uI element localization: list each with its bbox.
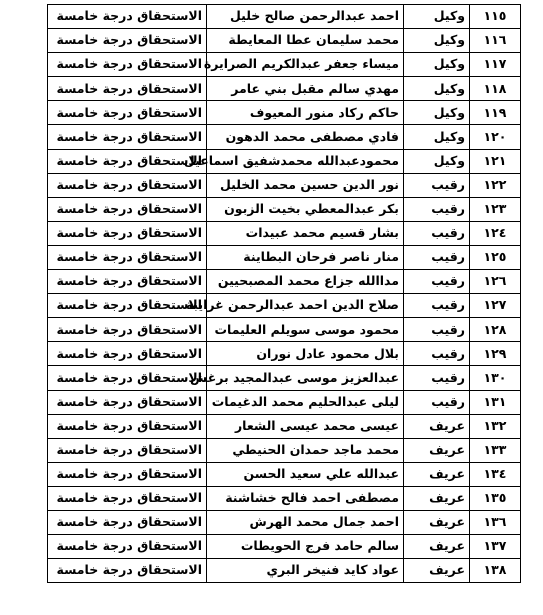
serial-number-cell: ١٢١ [470, 149, 521, 173]
name-cell: سالم حامد فرج الحويطات [207, 535, 404, 559]
rank-cell: وكيل [404, 149, 470, 173]
rank-cell: وكيل [404, 29, 470, 53]
table-row [48, 270, 521, 294]
name-cell: عبدالعزيز موسى عبدالمجيد برغش [207, 366, 404, 390]
status-cell: الاستحقاق درجة خامسة [48, 101, 207, 125]
name-cell: مهدي سالم مقبل بني عامر [207, 77, 404, 101]
name-cell: محمودعبدالله محمدشفيق اسماعيل [207, 149, 404, 173]
status-cell: الاستحقاق درجة خامسة [48, 366, 207, 390]
name-cell: عيسى محمد عيسى الشعار [207, 414, 404, 438]
table-row [48, 221, 521, 245]
table-row [48, 294, 521, 318]
serial-number-cell: ١١٥ [470, 5, 521, 29]
rank-cell: رقيب [404, 270, 470, 294]
table-row [48, 125, 521, 149]
table-row [48, 559, 521, 583]
serial-number-cell: ١٢٤ [470, 221, 521, 245]
rank-cell: وكيل [404, 53, 470, 77]
serial-number-cell: ١١٦ [470, 29, 521, 53]
table-row [48, 390, 521, 414]
status-cell: الاستحقاق درجة خامسة [48, 318, 207, 342]
name-cell: فادي مصطفى محمد الدهون [207, 125, 404, 149]
serial-number-cell: ١٢٣ [470, 197, 521, 221]
rank-cell: رقيب [404, 318, 470, 342]
status-cell: الاستحقاق درجة خامسة [48, 245, 207, 269]
name-cell: حاكم ركاد منور المعيوف [207, 101, 404, 125]
serial-number-cell: ١٢٥ [470, 245, 521, 269]
rank-cell: رقيب [404, 294, 470, 318]
rank-cell: رقيب [404, 342, 470, 366]
name-cell: احمد جمال محمد الهرش [207, 510, 404, 534]
serial-number-cell: ١٣٠ [470, 366, 521, 390]
serial-number-cell: ١٢٦ [470, 270, 521, 294]
name-cell: منار ناصر فرحان البطاينة [207, 245, 404, 269]
table-row [48, 414, 521, 438]
rank-cell: رقيب [404, 366, 470, 390]
serial-number-cell: ١٣٦ [470, 510, 521, 534]
table-row [48, 101, 521, 125]
serial-number-cell: ١٣١ [470, 390, 521, 414]
table-row [48, 149, 521, 173]
table-row [48, 366, 521, 390]
rank-cell: رقيب [404, 173, 470, 197]
rank-cell: وكيل [404, 125, 470, 149]
serial-number-cell: ١٣٧ [470, 535, 521, 559]
serial-number-cell: ١٢٠ [470, 125, 521, 149]
status-cell: الاستحقاق درجة خامسة [48, 173, 207, 197]
name-cell: محمد ماجد حمدان الحنيطي [207, 438, 404, 462]
name-cell: ليلى عبدالحليم محمد الدغيمات [207, 390, 404, 414]
serial-number-cell: ١٢٨ [470, 318, 521, 342]
status-cell: الاستحقاق درجة خامسة [48, 510, 207, 534]
table-row [48, 5, 521, 29]
serial-number-cell: ١٢٧ [470, 294, 521, 318]
status-cell: الاستحقاق درجة خامسة [48, 486, 207, 510]
status-cell: الاستحقاق درجة خامسة [48, 270, 207, 294]
rank-cell: رقيب [404, 390, 470, 414]
table-row [48, 53, 521, 77]
table-row [48, 245, 521, 269]
status-cell: الاستحقاق درجة خامسة [48, 77, 207, 101]
table-row [48, 77, 521, 101]
table-row [48, 29, 521, 53]
status-cell: الاستحقاق درجة خامسة [48, 197, 207, 221]
status-cell: الاستحقاق درجة خامسة [48, 5, 207, 29]
serial-number-cell: ١٣٢ [470, 414, 521, 438]
name-cell: بكر عبدالمعطي بخيت الزبون [207, 197, 404, 221]
serial-number-cell: ١١٨ [470, 77, 521, 101]
serial-number-cell: ١٣٥ [470, 486, 521, 510]
rank-cell: عريف [404, 510, 470, 534]
status-cell: الاستحقاق درجة خامسة [48, 390, 207, 414]
status-cell: الاستحقاق درجة خامسة [48, 342, 207, 366]
name-cell: عواد كايد فنيخر البري [207, 559, 404, 583]
status-cell: الاستحقاق درجة خامسة [48, 221, 207, 245]
serial-number-cell: ١٣٤ [470, 462, 521, 486]
status-cell: الاستحقاق درجة خامسة [48, 414, 207, 438]
rank-cell: عريف [404, 414, 470, 438]
serial-number-cell: ١١٧ [470, 53, 521, 77]
rank-cell: وكيل [404, 77, 470, 101]
rank-cell: عريف [404, 559, 470, 583]
name-cell: محمود موسى سويلم العليمات [207, 318, 404, 342]
serial-number-cell: ١٣٨ [470, 559, 521, 583]
rank-cell: رقيب [404, 197, 470, 221]
table-row [48, 535, 521, 559]
rank-cell: وكيل [404, 101, 470, 125]
name-cell: عبدالله علي سعيد الحسن [207, 462, 404, 486]
table-row [48, 438, 521, 462]
status-cell: الاستحقاق درجة خامسة [48, 149, 207, 173]
status-cell: الاستحقاق درجة خامسة [48, 53, 207, 77]
roster-table [47, 4, 521, 583]
name-cell: بشار قسيم محمد عبيدات [207, 221, 404, 245]
rank-cell: عريف [404, 438, 470, 462]
status-cell: الاستحقاق درجة خامسة [48, 125, 207, 149]
table-row [48, 173, 521, 197]
name-cell: مداالله جزاع محمد المصبحيين [207, 270, 404, 294]
name-cell: نور الدين حسين محمد الخليل [207, 173, 404, 197]
table-row [48, 342, 521, 366]
table-row [48, 462, 521, 486]
status-cell: الاستحقاق درجة خامسة [48, 438, 207, 462]
status-cell: الاستحقاق درجة خامسة [48, 535, 207, 559]
name-cell: محمد سليمان عطا المعايطة [207, 29, 404, 53]
table-row [48, 510, 521, 534]
rank-cell: عريف [404, 462, 470, 486]
serial-number-cell: ١٢٢ [470, 173, 521, 197]
table-row [48, 318, 521, 342]
serial-number-cell: ١٣٣ [470, 438, 521, 462]
status-cell: الاستحقاق درجة خامسة [48, 29, 207, 53]
rank-cell: وكيل [404, 5, 470, 29]
name-cell: احمد عبدالرحمن صالح خليل [207, 5, 404, 29]
status-cell: الاستحقاق درجة خامسة [48, 294, 207, 318]
status-cell: الاستحقاق درجة خامسة [48, 559, 207, 583]
name-cell: صلاح الدين احمد عبدالرحمن غرايبة [207, 294, 404, 318]
serial-number-cell: ١٢٩ [470, 342, 521, 366]
rank-cell: عريف [404, 535, 470, 559]
status-cell: الاستحقاق درجة خامسة [48, 462, 207, 486]
table-row [48, 197, 521, 221]
name-cell: ميساء جعفر عبدالكريم الصرايرة [207, 53, 404, 77]
rank-cell: عريف [404, 486, 470, 510]
serial-number-cell: ١١٩ [470, 101, 521, 125]
rank-cell: رقيب [404, 245, 470, 269]
roster-table-body [48, 5, 521, 583]
name-cell: مصطفى احمد فالح خشاشنة [207, 486, 404, 510]
name-cell: بلال محمود عادل نوران [207, 342, 404, 366]
table-row [48, 486, 521, 510]
rank-cell: رقيب [404, 221, 470, 245]
